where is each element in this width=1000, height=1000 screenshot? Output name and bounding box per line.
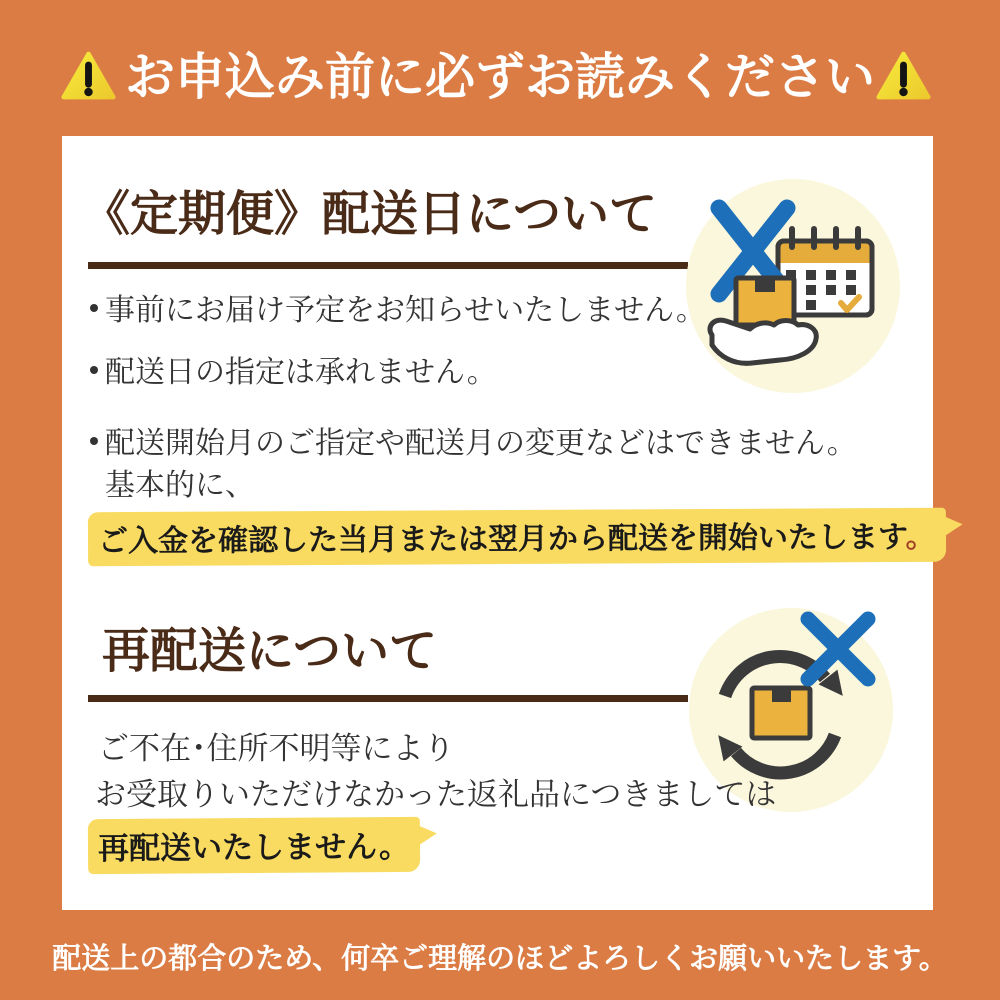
highlight-period: 。 (905, 520, 936, 554)
highlighted-note-payment (88, 510, 946, 564)
content-panel (62, 136, 936, 910)
calendar-package-crossed-icon (686, 179, 900, 393)
bullet-no-advance-notice: 事前にお届け予定をお知らせいたしません。 (90, 293, 706, 329)
footer-note: 配送上の都合のため、何卒ご理解のほどよろしくお願いいたします。 (52, 943, 948, 975)
highlighted-note-no-redelivery (88, 818, 420, 873)
heading-underline (88, 695, 688, 702)
redelivery-text-line2: お受取りいただけなかった返礼品につきましては (95, 777, 777, 812)
redelivery-text-line1: ご不在･住所不明等により (98, 731, 455, 766)
package-icon (736, 278, 794, 325)
section-heading-delivery-date: 《定期便》配送日について (82, 188, 658, 241)
bullet-no-date-request: 配送日の指定は承れません。 (90, 355, 497, 391)
warning-triangle-icon (876, 47, 931, 105)
bullet-continuation: 基本的に、 (105, 469, 255, 502)
hand-icon (710, 320, 816, 363)
package-icon (752, 688, 810, 738)
section-heading-redelivery: 再配送について (102, 625, 438, 678)
heading-underline (88, 262, 688, 269)
page-title: お申込み前に必ずお読みください (125, 49, 875, 105)
bullet-no-month-change: 配送開始月のご指定や配送月の変更などはできません。 (90, 426, 857, 462)
highlight-text: 再配送いたしません。 (88, 817, 420, 874)
highlight-text: ご入金を確認した当月または翌月から配送を開始いたします (97, 520, 906, 559)
